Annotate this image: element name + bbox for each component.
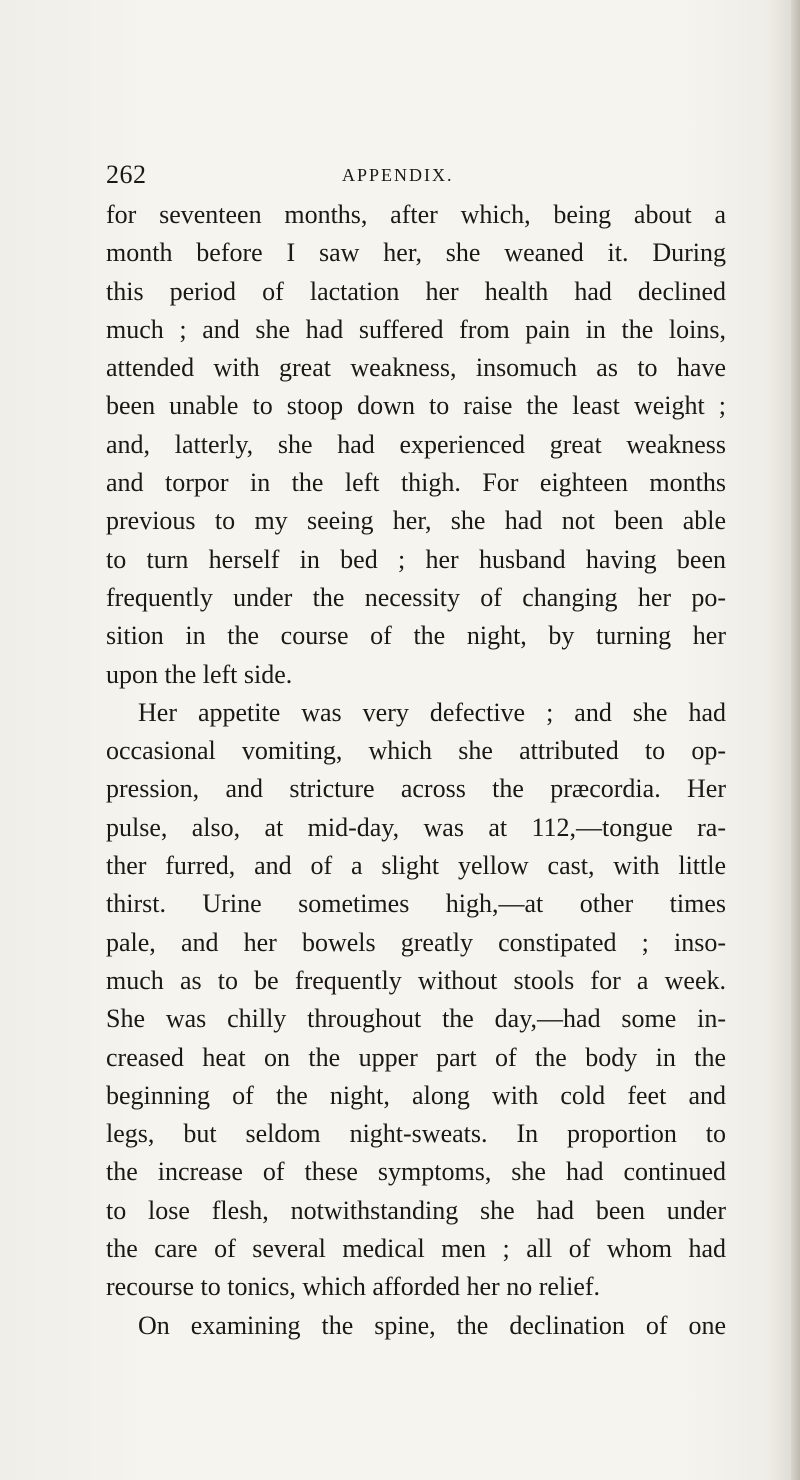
text-line: for seventeen months, after which, being about a	[106, 200, 726, 229]
body-text	[106, 196, 726, 1345]
text-line: to turn herself in bed ; her husband having been	[106, 544, 726, 574]
text-line-paragraph-end: recourse to tonics, which afforded her no relief.	[106, 1272, 601, 1302]
text-line: been unable to stoop down to raise the least weight ;	[106, 391, 726, 421]
text-line: the increase of these symptoms, she had continued	[106, 1157, 726, 1187]
text-line: this period of lactation her health had declined	[106, 276, 726, 306]
text-line: attended with great weakness, insomuch as to have	[106, 353, 726, 383]
text-line: pression, and stricture across the præcordia. Her	[106, 774, 726, 804]
text-line: to lose flesh, notwithstanding she had been under	[106, 1195, 726, 1225]
text-line: creased heat on the upper part of the body in the	[106, 1042, 726, 1072]
text-line: much ; and she had suffered from pain in the loins,	[106, 314, 726, 344]
text-line: the care of several medical men ; all of whom had	[106, 1234, 726, 1264]
text-line: occasional vomiting, which she attributed to op-	[106, 736, 726, 766]
text-line: frequently under the necessity of changing her po-	[106, 582, 726, 612]
text-line: sition in the course of the night, by turning her	[106, 621, 726, 651]
page-edge-shadow	[791, 0, 800, 1480]
text-line: month before I saw her, she weaned it. During	[106, 238, 726, 268]
text-line: legs, but seldom night-sweats. In proportion to	[106, 1119, 726, 1149]
text-line: and torpor in the left thigh. For eighteen months	[106, 468, 726, 498]
text-line: thirst. Urine sometimes high,—at other times	[106, 889, 726, 919]
running-head-title: APPENDIX.	[342, 165, 454, 185]
text-line-paragraph-start: Her appetite was very defective ; and she had	[138, 697, 726, 727]
text-line-paragraph-start: On examining the spine, the declination of one	[138, 1310, 726, 1340]
text-line: ther furred, and of a slight yellow cast, with little	[106, 851, 726, 881]
text-line: much as to be frequently without stools for a week.	[106, 965, 726, 995]
text-line: previous to my seeing her, she had not been able	[106, 506, 726, 536]
text-line: pale, and her bowels greatly constipated ; inso-	[106, 927, 726, 957]
text-line-paragraph-end: upon the left side.	[106, 659, 293, 689]
text-line: pulse, also, at mid-day, was at 112,—tongue ra-	[106, 812, 726, 842]
text-line: and, latterly, she had experienced great weakness	[106, 429, 726, 459]
text-line: beginning of the night, along with cold feet and	[106, 1080, 726, 1110]
running-head	[106, 160, 706, 190]
page-number: 262	[106, 160, 147, 189]
text-line: She was chilly throughout the day,—had some in-	[106, 1004, 726, 1034]
